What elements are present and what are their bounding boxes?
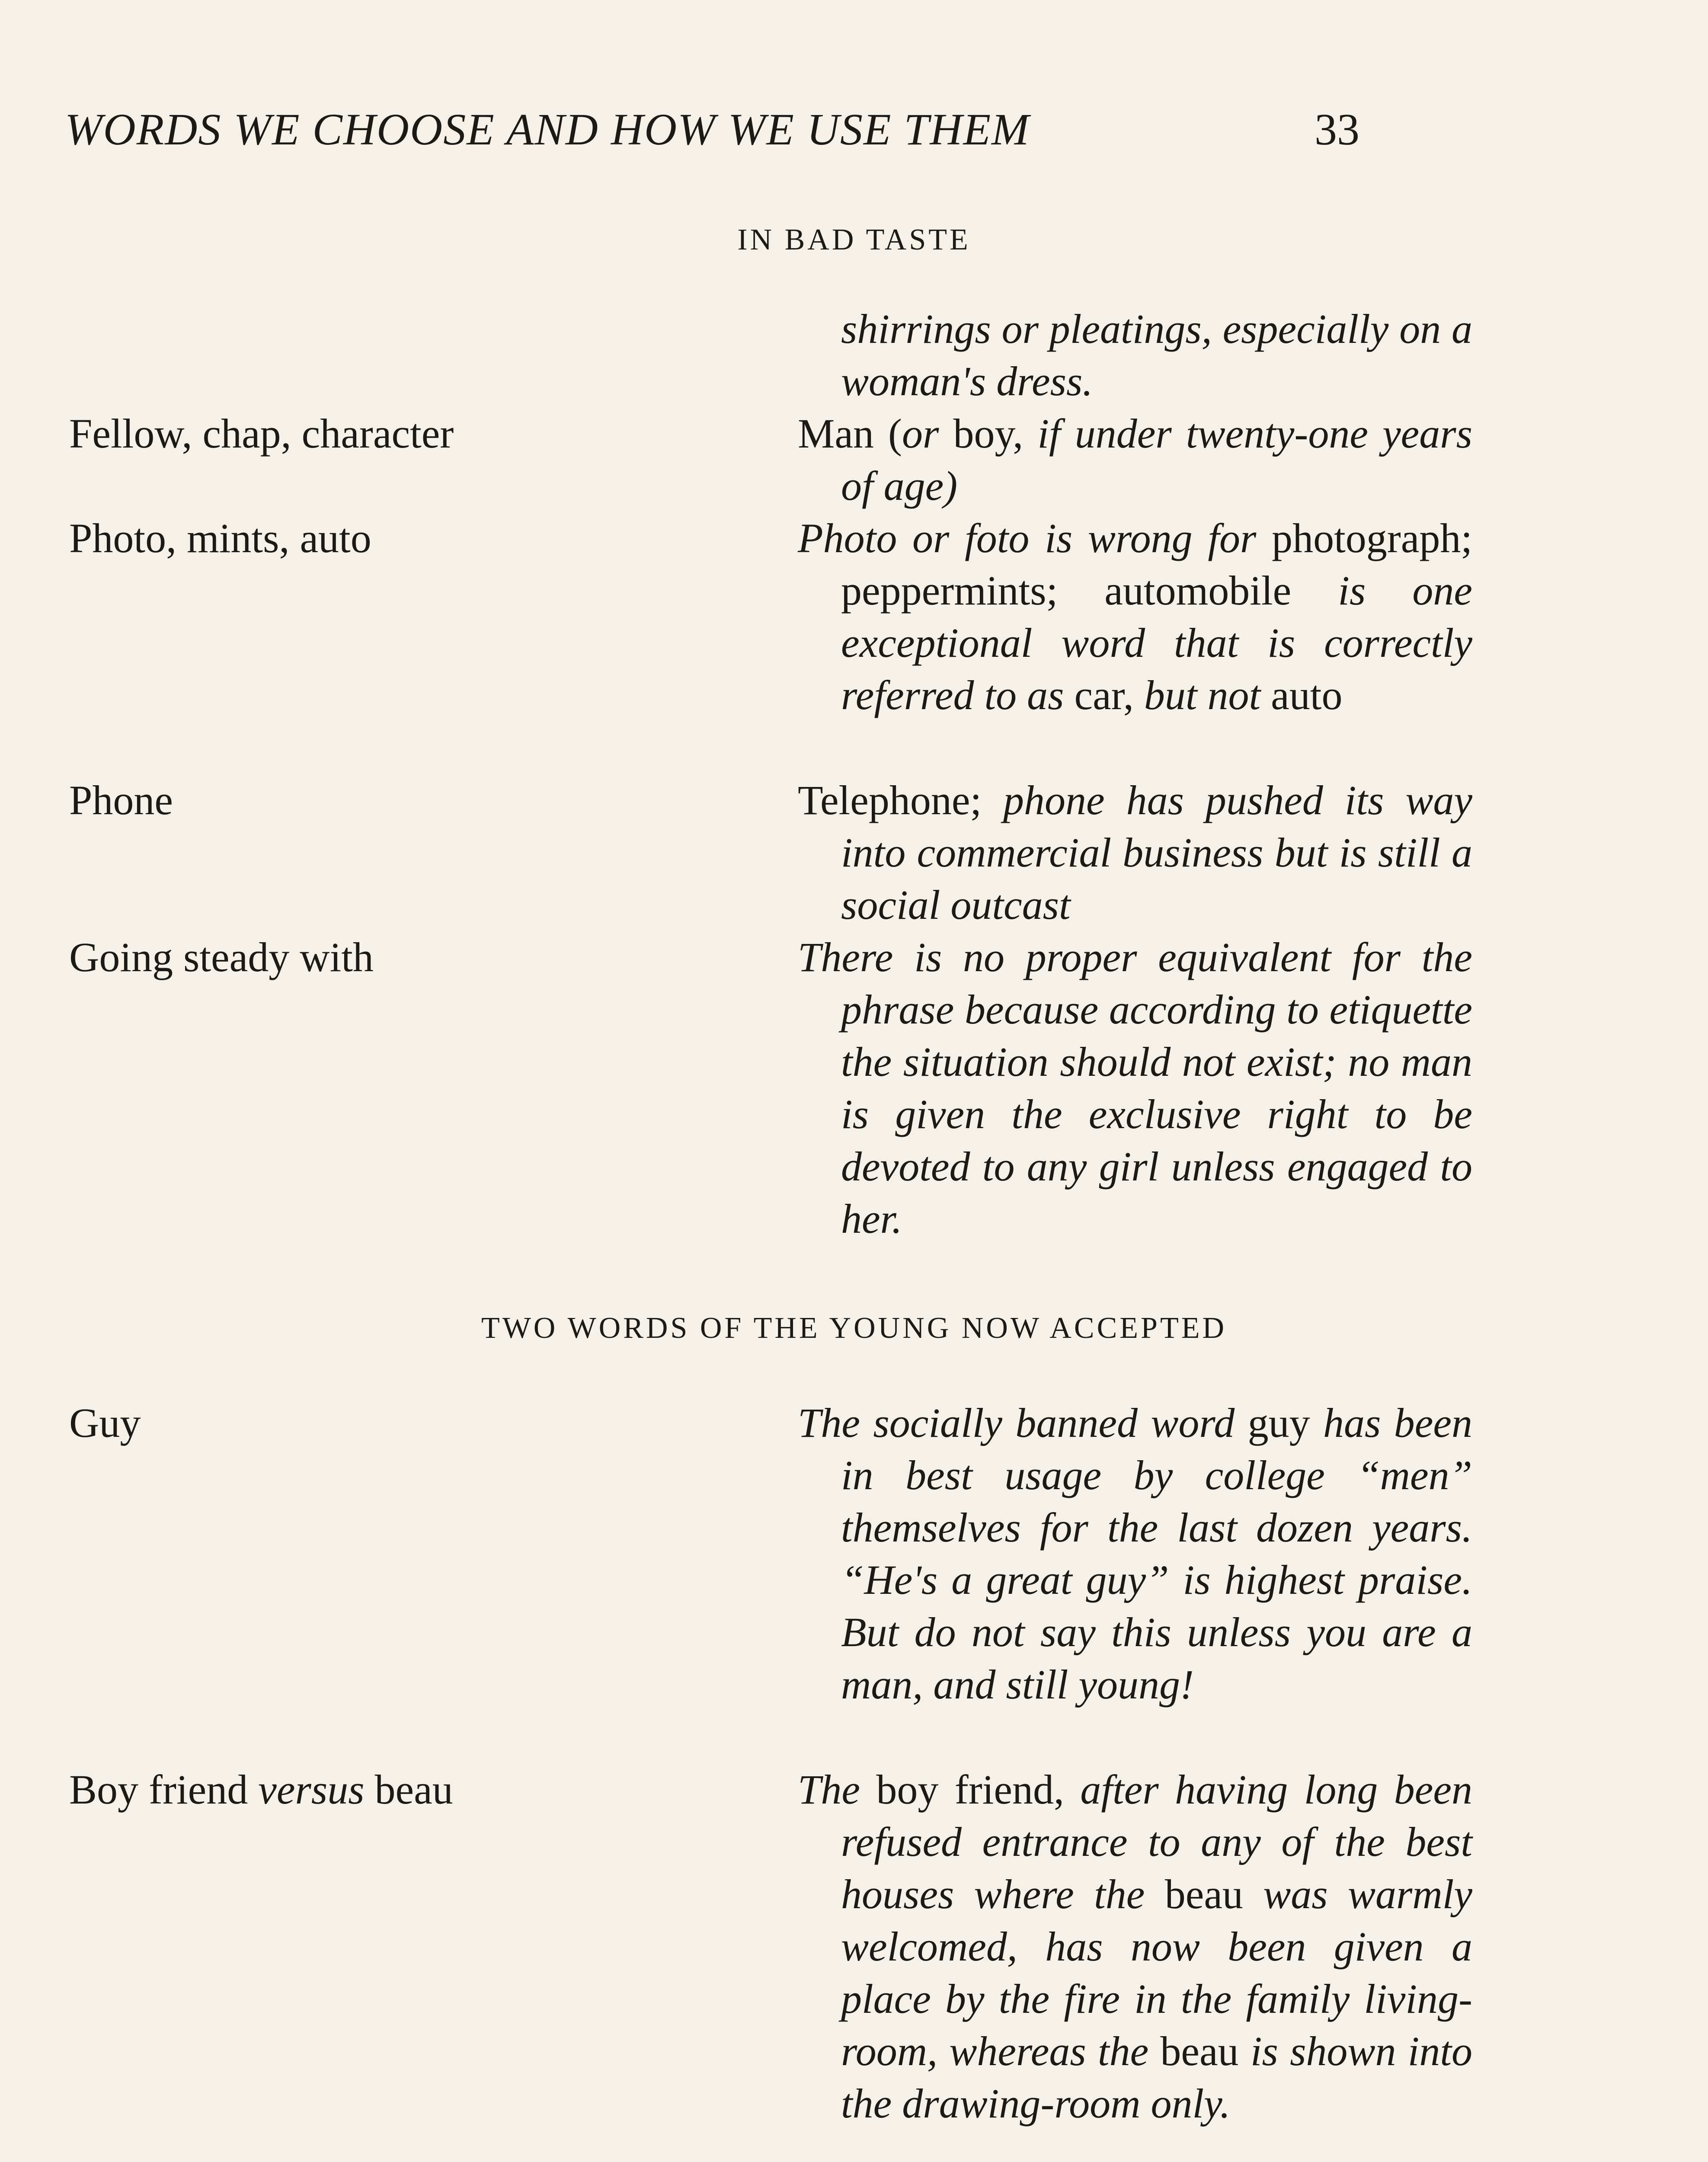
definition-part: phone has pushed its way into commercial business but is still a social outcast bbox=[841, 777, 1472, 928]
term-fellow-chap-character bbox=[69, 407, 739, 460]
page-number: 33 bbox=[1315, 105, 1359, 154]
term-part: versus bbox=[258, 1766, 365, 1813]
definition-part: Man ( bbox=[798, 410, 902, 457]
term-part: Going steady with bbox=[69, 934, 374, 980]
definition-part: is shown into the drawing-room only. bbox=[841, 2028, 1473, 2127]
definition-part: Telephone; bbox=[798, 777, 982, 823]
definition-part: The bbox=[798, 1766, 876, 1813]
term-part: beau bbox=[364, 1766, 453, 1813]
term-guy bbox=[69, 1397, 739, 1449]
definition-boy-friend-versus-beau bbox=[798, 1763, 1472, 2130]
definition-part: if under twenty-one years of age) bbox=[841, 410, 1473, 509]
definition-part: was warmly welcomed, has now been given a place by the fire in the family living-room, whereas the bbox=[841, 1871, 1473, 2074]
definition-part: Photo or foto is wrong for bbox=[798, 515, 1272, 561]
term-part: Boy friend bbox=[69, 1766, 259, 1813]
definition-part: car, bbox=[1074, 672, 1134, 718]
term-going-steady-with bbox=[69, 931, 739, 984]
term-part: Photo, mints, auto bbox=[69, 515, 371, 561]
section-heading-young-words: TWO WORDS OF THE YOUNG NOW ACCEPTED bbox=[481, 1311, 1227, 1345]
definition-part: boy friend, bbox=[876, 1766, 1064, 1813]
definition-part: boy, bbox=[939, 410, 1038, 457]
definition-phone bbox=[798, 774, 1472, 931]
definition-part: shirrings or pleatings, especially on a woman's dress. bbox=[841, 306, 1472, 404]
definition-part: or bbox=[902, 410, 939, 457]
term-phone bbox=[69, 774, 739, 827]
definition-continuation bbox=[841, 303, 1472, 407]
term-boy-friend-versus-beau bbox=[69, 1763, 739, 1816]
definition-part: The socially banned word bbox=[798, 1400, 1248, 1446]
running-title: WORDS WE CHOOSE AND HOW WE USE THEM bbox=[65, 105, 1030, 154]
term-part: Guy bbox=[69, 1400, 141, 1446]
definition-part: after having long been refused entrance to any of the best houses where the bbox=[841, 1766, 1473, 1917]
definition-part: beau bbox=[1160, 2028, 1239, 2074]
definition-part: beau bbox=[1164, 1871, 1243, 1917]
definition-fellow-chap-character bbox=[798, 407, 1472, 512]
term-part: Fellow, chap, character bbox=[69, 410, 454, 457]
definition-part: photograph; peppermints; automobile bbox=[841, 515, 1472, 614]
definition-part: but not bbox=[1133, 672, 1271, 718]
definition-photo-mints-auto bbox=[798, 512, 1472, 721]
term-photo-mints-auto bbox=[69, 512, 739, 565]
definition-part: auto bbox=[1271, 672, 1343, 718]
definition-part: has been in best usage by college “men” themselves for the last dozen years. “He's a great guy” is highest praise. But do not say this unless you are a man, and still young! bbox=[841, 1400, 1472, 1708]
term-part: Phone bbox=[69, 777, 173, 823]
definition-part: There is no proper equivalent for the phrase because according to etiquette the situation should not exist; no man is given the exclusive right to be devoted to any girl unless engaged to her. bbox=[798, 934, 1472, 1242]
definition-part: guy bbox=[1247, 1400, 1310, 1446]
section-heading-bad-taste: IN BAD TASTE bbox=[737, 223, 971, 256]
definition-guy bbox=[798, 1397, 1472, 1711]
definition-going-steady-with bbox=[798, 931, 1472, 1245]
definition-part: is one exceptional word that is correctly referred to as bbox=[841, 567, 1473, 718]
